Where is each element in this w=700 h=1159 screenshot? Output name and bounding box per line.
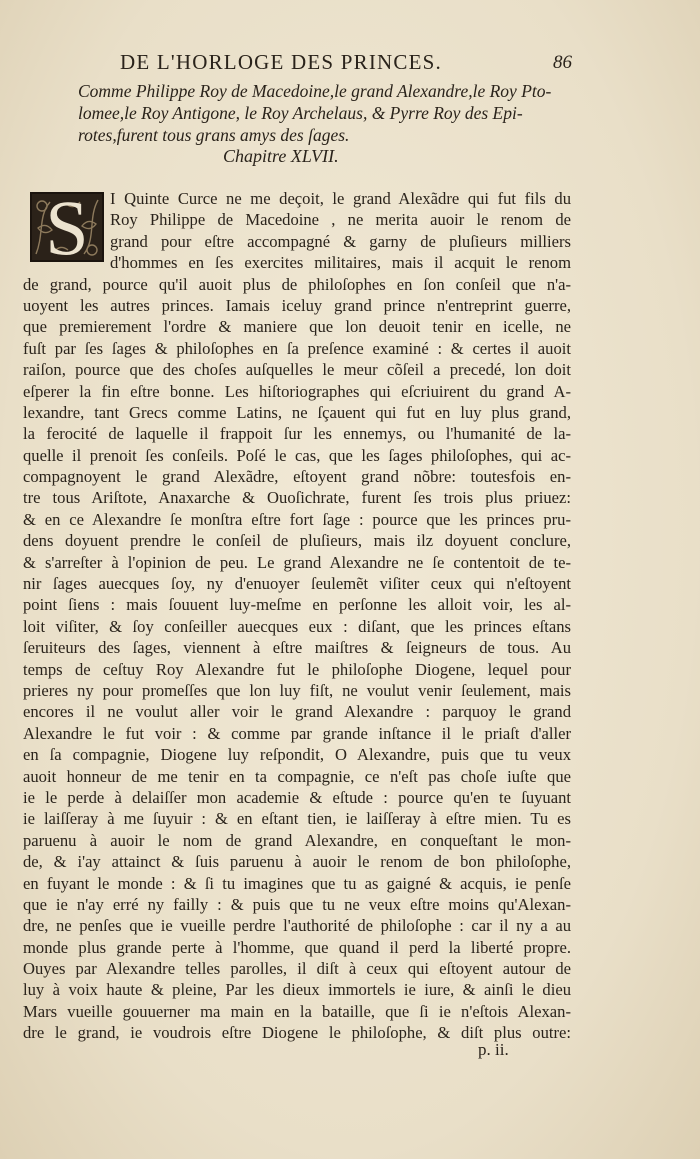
text-line: de grand, pource qu'il auoit plus de philoſophes en ſon conſeil que n'a- [23,274,571,294]
text-line: en ſa compagnie, Diogene luy reſpondit, O Alexandre, puis que tu veux [23,745,571,765]
text-line: tre tous Ariſtote, Anaxarche & Ouoſichrate, furent ſes trois plus priuez: [23,488,571,508]
chapter-heading-line: lomee,le Roy Antigone, le Roy Archelaus, & Pyrre Roy des Epi- [78,103,523,123]
text-line: compagnoyent le grand Alexãdre, eſtoyent grand nõbre: toutesfois en- [23,467,571,487]
text-line: en fuyant le monde : & ſi tu imagines que tu as gaigné & acquis, ie penſe [23,873,571,893]
text-line: uoyent les autres princes. Iamais iceluy grand prince n'entreprint guerre, [23,295,571,315]
chapter-heading [78,80,568,146]
text-line: de, & i'ay attainct & ſuis paruenu à auoir le renom de bon philoſophe, [23,852,571,872]
text-line: lexandre, tant Grecs comme Latins, ne ſçauent qui fut en luy plus grand, [23,402,571,422]
text-line: que premierement l'ordre & maniere que lon deuoit tenir en icelle, ne [23,317,571,337]
text-line: monde plus grande perte à l'homme, que quand il perd la liberté propre. [23,937,571,957]
text-line: eſperer la fin eſtre bonne. Les hiſtoriographes qui eſcriuirent du grand A- [23,381,571,401]
text-line: & en ce Alexandre ſe monſtra eſtre fort ſage : pource que les princes pru- [23,509,571,529]
text-line: loit viſiter, & ſoy conſeiller auecques eux : diſant, que les princes eſtans [23,616,571,636]
text-line: dre le grand, ie voudrois eſtre Diogene le philoſophe, & diſt plus outre: [23,1023,571,1043]
text-line: fuſt par ſes ſages & philoſophes en ſa preſence examiné : & certes il auoit [23,338,571,358]
chapter-heading-line: Comme Philippe Roy de Macedoine,le grand Alexandre,le Roy Pto- [78,81,552,101]
text-line: luy à voix haute & pleine, Par les dieux immortels ie iure, & ainſi le dieu [23,980,571,1000]
text-line: I Quinte Curce ne me deçoit, le grand Alexãdre qui fut fils du [110,189,571,208]
text-line: & s'arreſter à l'opinion de peu. Le grand Alexandre ne ſe contentoit de te- [23,552,571,572]
text-line: encores il ne voulut aller voir le grand Alexandre : parquoy le grand [23,702,571,722]
text-line: temps de ceſtuy Roy Alexandre fut le philoſophe Diogene, lequel pour [23,659,571,679]
text-line: raiſon, pource que des choſes auſquelles le meur cõſeil a precedé, lon doit [23,360,571,380]
drop-cap-letter: S [45,192,89,262]
text-line: que ie n'ay erré ny failly : & puis que tu ne veux eſtre moins qu'Alexan- [23,894,571,914]
body-text [23,188,571,1044]
signature-mark: p. ii. [478,1040,509,1059]
text-line: ie laiſſeray à me ſuyuir : & en eſtant tien, ie laiſſeray à eſtre mien. Tu es [23,809,571,829]
text-line: dens doyuent prendre le conſeil de pluſieurs, mais ilz doyuent conclure, [23,531,571,551]
text-line: grand pour eſtre accompagné & garny de pluſieurs milliers [110,231,571,251]
text-line: ie le perde à delaiſſer mon academie & eſtude : pource qu'en te ſuyuant [23,787,571,807]
running-head [0,50,700,80]
text-line: ſeruiteurs des ſages, viennent à eſtre maiſtres & ſeigneurs de tous. Au [23,638,571,658]
text-line: prieres ny pour promeſſes que lon luy fiſt, ne voulut venir ſeulement, mais [23,680,571,700]
text-line: auoit honneur de me tenir en ta compagnie, ce n'eſt pas choſe iuſte que [23,766,571,786]
text-line: Mars vueille gouuerner ma main en la bataille, que ſi ie n'eſtois Alexan- [23,1001,571,1021]
folio-number: 86 [553,52,572,73]
running-title: DE L'HORLOGE DES PRINCES. [120,50,442,74]
chapter-number: Chapitre XLVII. [223,146,339,166]
text-line: d'hommes en ſes exercites militaires, mais il acquit le renom [110,253,571,273]
chapter-heading-line: rotes,furent tous grans amys des ſages. [78,125,350,145]
text-line: quelle il prenoit ſes conſeils. Poſé le cas, que les ſages philoſophes, qui ac- [23,445,571,465]
text-line: point ſiens : mais ſouuent luy-meſme en perſonne les alloit voir, les al- [23,595,571,615]
text-line: nir ſages auecques ſoy, ny d'enuoyer ſeulemẽt viſiter ceux qui n'eſtoyent [23,574,571,594]
text-line: Ouyes par Alexandre telles parolles, il diſt à ceux qui eſtoyent autour de [23,959,571,979]
text-line: dre, ne penſes que ie vueille perdre l'authorité de philoſophe : car il ny a au [23,916,571,936]
text-line: paruenu à auoir le nom de grand Alexandre, en conqueſtant le mon- [23,830,571,850]
text-line: Alexandre le fut voir : & comme par grande inſtance il le priaſt d'aller [23,723,571,743]
text-line: Roy Philippe de Macedoine , ne merita auoir le renom de [110,210,571,230]
text-line: la ferocité de laquelle il frappoit ſur les ennemys, ou l'humanité de la- [23,424,571,444]
